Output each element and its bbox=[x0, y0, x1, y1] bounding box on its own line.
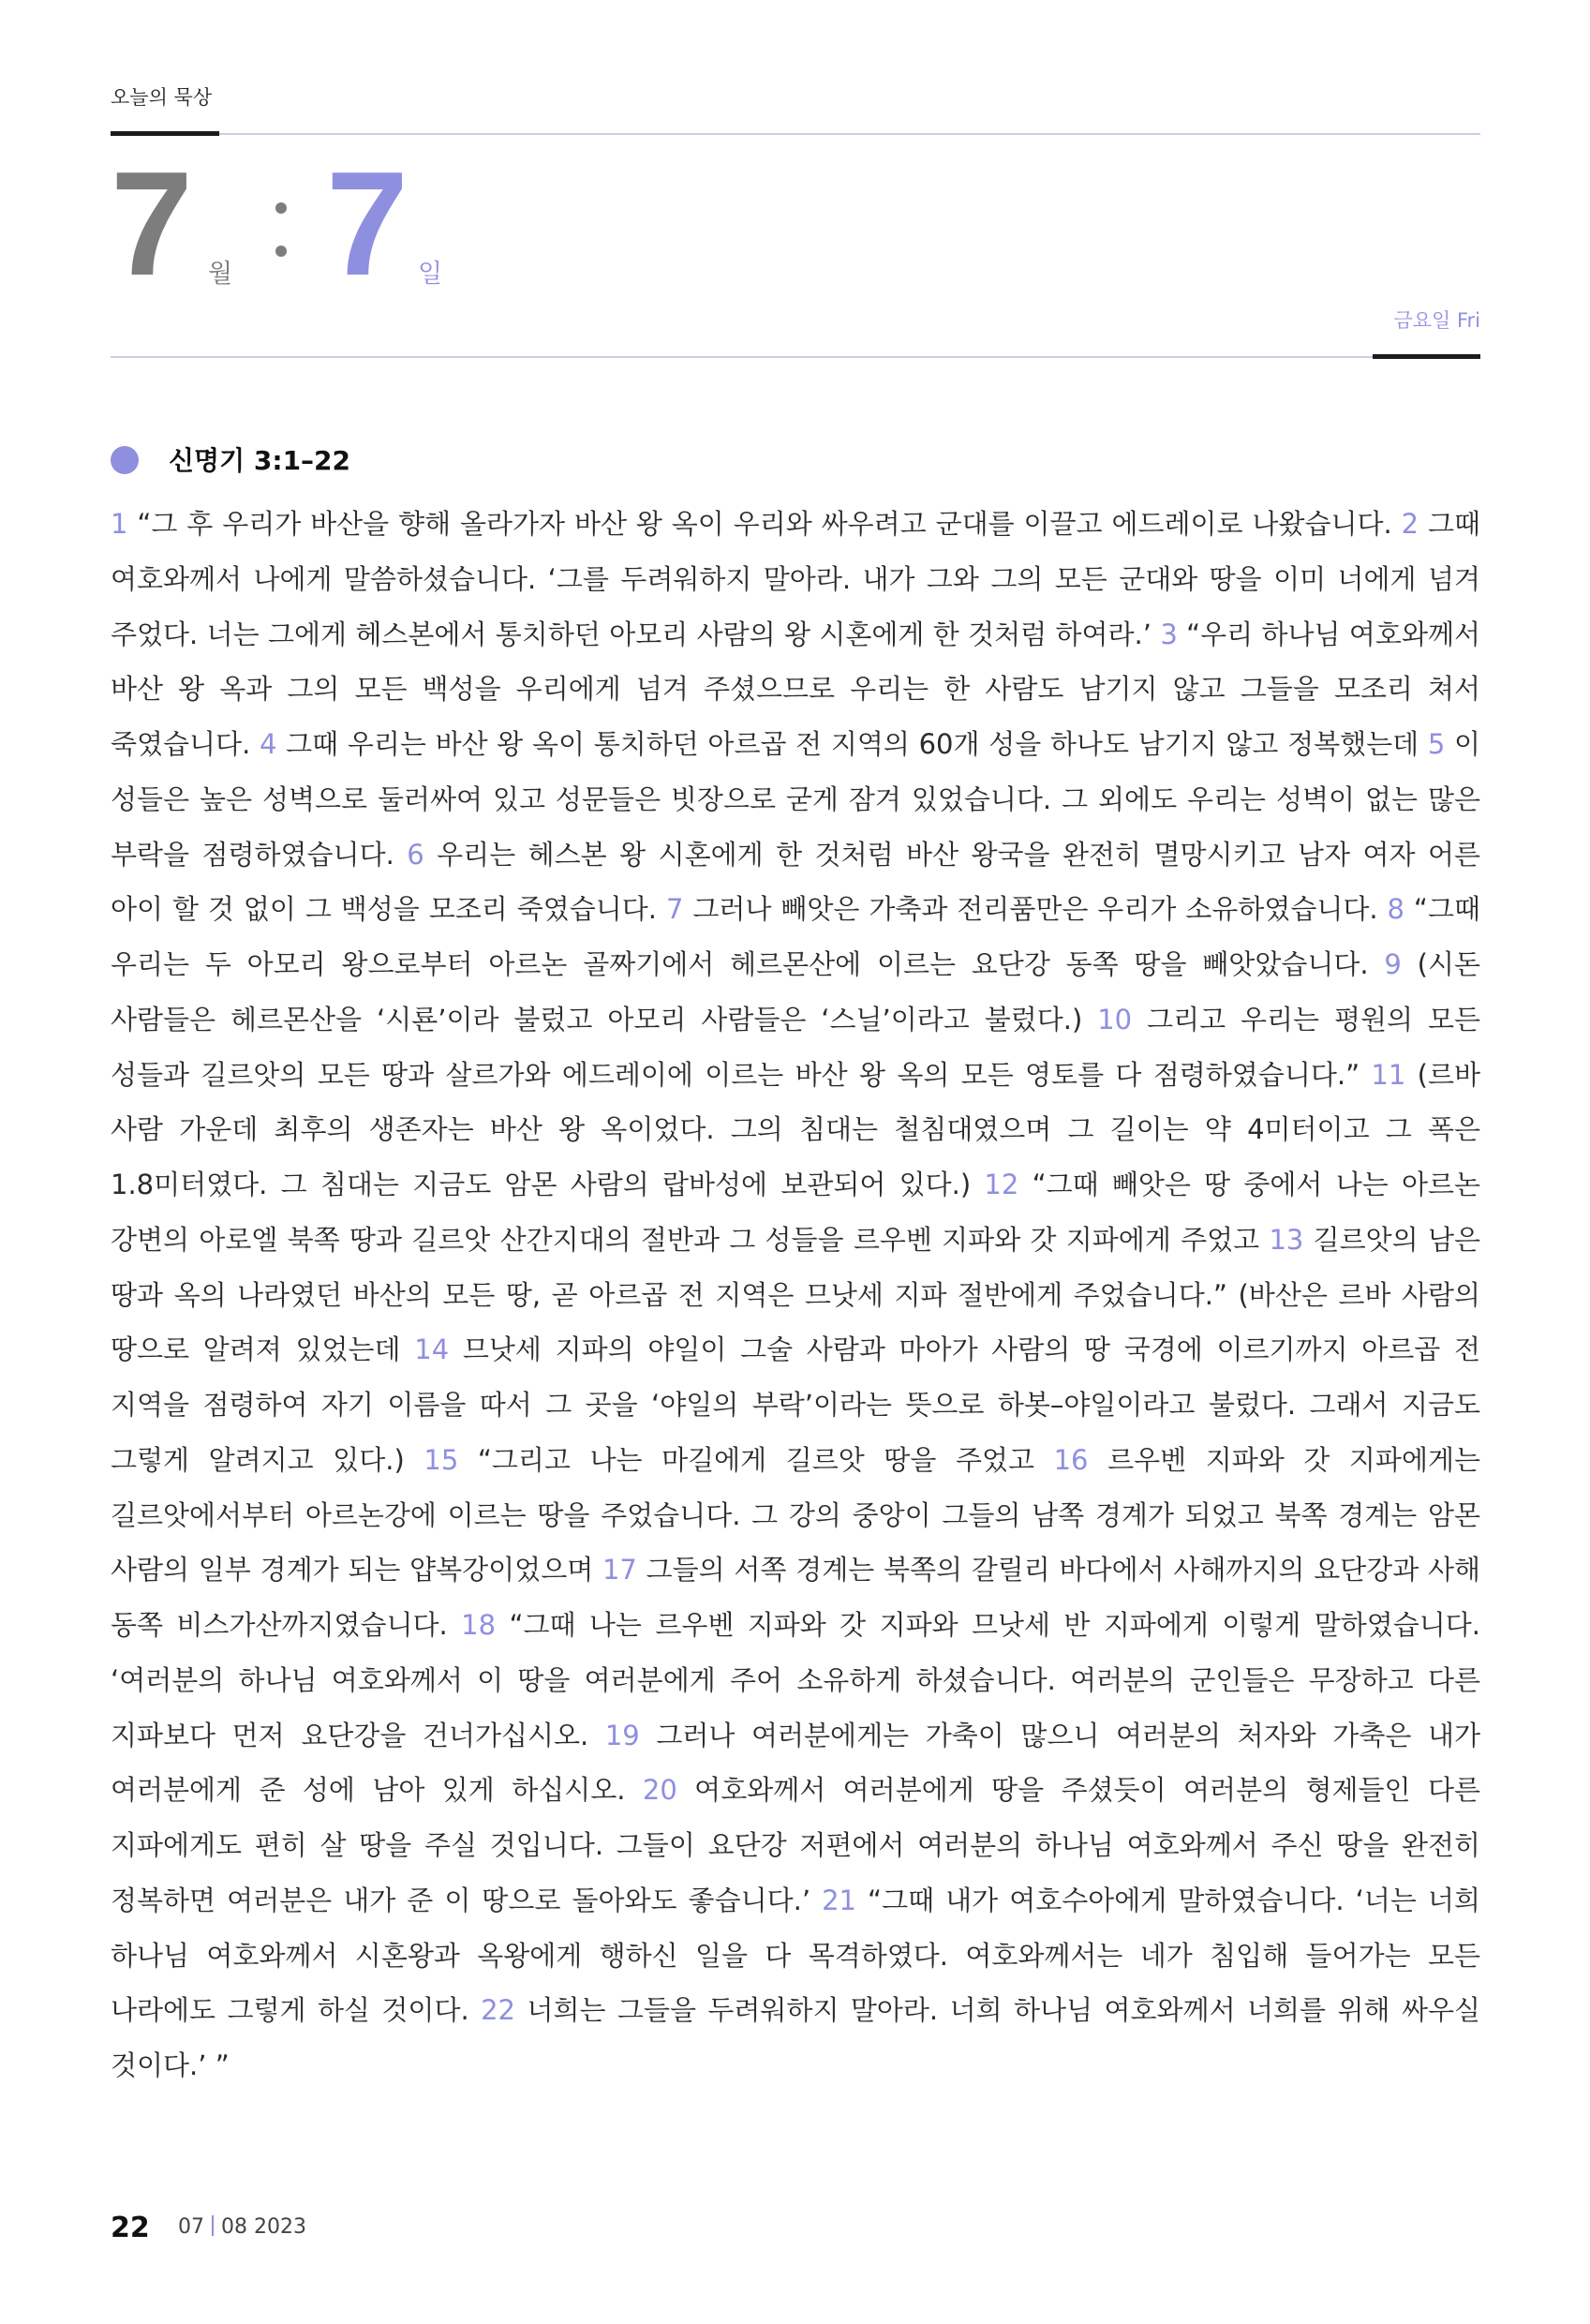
date-month: 7 bbox=[111, 142, 193, 306]
verse-number: 13 bbox=[1269, 1223, 1304, 1256]
verse-number: 9 bbox=[1384, 948, 1402, 980]
verse-text: “그리고 나는 마길에게 길르앗 땅을 주었고 bbox=[458, 1443, 1054, 1476]
verse-text: “그 후 우리가 바산을 향해 올라가자 바산 왕 옥이 우리와 싸우려고 군대를 이끌고 에드레이로 나왔습니다. bbox=[127, 508, 1402, 540]
scripture-reference: 신명기 3:1–22 bbox=[169, 445, 351, 476]
verse-number: 17 bbox=[602, 1554, 637, 1587]
verse-number: 19 bbox=[604, 1719, 640, 1751]
verse-text: “그때 빼앗은 땅 중에서 나는 아르논 강변의 아로엘 북쪽 땅과 길르앗 산간지대의 절반과 그 성들을 르우벤 지파와 갓 지파에게 주었고 bbox=[111, 1169, 1481, 1256]
issue-separator bbox=[212, 2215, 214, 2236]
verse-text: 그들의 서쪽 경계는 북쪽의 갈릴리 바다에서 사해까지의 요단강과 사해 동쪽 비스가산까지였습니다. bbox=[111, 1554, 1480, 1641]
verse-text: “그때 우리는 두 아모리 왕으로부터 아르논 골짜기에서 헤르몬산에 이르는 요단강 동쪽 땅을 빼앗았습니다. bbox=[111, 893, 1480, 980]
verse-text: 그리고 우리는 평원의 모든 성들과 길르앗의 모든 땅과 살르가와 에드레이에 이르는 바산 왕 옥의 모든 영토를 다 점령하였습니다.” bbox=[111, 1003, 1480, 1091]
verse-text: (시돈 사람들은 헤르몬산을 ‘시룐’이라 불렀고 아모리 사람들은 ‘스닐’이라고 불렀다.) bbox=[111, 948, 1481, 1035]
date-day-unit: 일 bbox=[418, 260, 443, 289]
verse-text: 그러나 여러분에게는 가축이 많으니 여러분의 처자와 가축은 내가 여러분에게 준 성에 남아 있게 하십시오. bbox=[111, 1719, 1480, 1807]
verse-number: 15 bbox=[424, 1443, 459, 1476]
verse-text: 므낫세 지파의 야일이 그술 사람과 마아가 사람의 땅 국경에 이르기까지 아르곱 전 지역을 점령하여 자기 이름을 따서 그 곳을 ‘야일의 부락’이라는 뜻으로 하봇–야일이라고 불렀다. 그래서 지금도 그렇게 알려지고 있다.) bbox=[111, 1333, 1481, 1476]
issue-rest: 08 2023 bbox=[221, 2215, 306, 2239]
verse-number: 3 bbox=[1160, 618, 1178, 650]
verse-number: 2 bbox=[1401, 508, 1419, 540]
header-divider bbox=[111, 133, 1480, 135]
verse-number: 21 bbox=[822, 1884, 856, 1916]
verse-number: 5 bbox=[1427, 728, 1446, 760]
bullet-icon bbox=[111, 446, 139, 474]
verse-number: 8 bbox=[1387, 893, 1404, 926]
verse-number: 4 bbox=[259, 728, 277, 760]
issue-date bbox=[178, 2215, 306, 2239]
verse-number: 6 bbox=[407, 838, 424, 871]
verse-number: 11 bbox=[1371, 1058, 1406, 1091]
scripture-passage bbox=[111, 497, 1480, 2093]
verse-number: 12 bbox=[984, 1169, 1019, 1200]
verse-text: 이 성들은 높은 성벽으로 둘러싸여 있고 성문들은 빗장으로 굳게 잠겨 있었습니다. 그 외에도 우리는 성벽이 없는 많은 부락을 점령하였습니다. bbox=[111, 728, 1480, 871]
verse-text: “우리 하나님 여호와께서 바산 왕 옥과 그의 모든 백성을 우리에게 넘겨 주셨으므로 우리는 한 사람도 남기지 않고 그들을 모조리 쳐서 죽였습니다. bbox=[111, 618, 1480, 760]
verse-number: 18 bbox=[461, 1609, 497, 1641]
date-separator bbox=[275, 202, 287, 264]
verse-number: 10 bbox=[1097, 1003, 1133, 1035]
verse-text: 길르앗의 남은 땅과 옥의 나라였던 바산의 모든 땅, 곧 아르곱 전 지역은 므낫세 지파 절반에게 주었습니다.” (바산은 르바 사람의 땅으로 알려져 있었는데 bbox=[111, 1223, 1480, 1366]
verse-text: 너희는 그들을 두려워하지 말아라. 너희 하나님 여호와께서 너희를 위해 싸우실 것이다.’ ” bbox=[111, 1994, 1480, 2081]
weekday-label: 금요일 Fri bbox=[1393, 309, 1480, 332]
page-number: 22 bbox=[111, 2212, 150, 2244]
verse-text: 그때 여호와께서 나에게 말씀하셨습니다. ‘그를 두려워하지 말아라. 내가 그와 그의 모든 군대와 땅을 이미 너에게 넘겨 주었다. 너는 그에게 헤스본에서 통치하던 아모리 사람의 왕 시혼에게 한 것처럼 하여라.’ bbox=[111, 508, 1481, 650]
date-day: 7 bbox=[326, 142, 409, 306]
verse-number: 16 bbox=[1053, 1443, 1089, 1476]
verse-text: (르바 사람 가운데 최후의 생존자는 바산 왕 옥이었다. 그의 침대는 철침대였으며 그 길이는 약 4미터이고 그 폭은 1.8미터였다. 그 침대는 지금도 암몬 사람의 랍바성에 보관되어 있다.) bbox=[111, 1058, 1480, 1200]
verse-text: 그러나 빼앗은 가축과 전리품만은 우리가 소유하였습니다. bbox=[683, 893, 1388, 926]
verse-text: 여호와께서 여러분에게 땅을 주셨듯이 여러분의 형제들인 다른 지파에게도 편히 살 땅을 주실 것입니다. 그들이 요단강 저편에서 여러분의 하나님 여호와께서 주신 땅을 완전히 정복하면 여러분은 내가 준 이 땅으로 돌아와도 좋습니다.’ bbox=[111, 1774, 1480, 1916]
issue-month: 07 bbox=[178, 2215, 204, 2239]
verse-number: 7 bbox=[665, 893, 684, 926]
verse-text: 르우벤 지파와 갓 지파에게는 길르앗에서부터 아르논강에 이르는 땅을 주었습니다. 그 강의 중앙이 그들의 남쪽 경계가 되었고 북쪽 경계는 암몬 사람의 일부 경계가 되는 얍복강이었으며 bbox=[111, 1443, 1480, 1587]
header-divider-accent bbox=[111, 131, 219, 136]
verse-number: 1 bbox=[111, 508, 128, 540]
verse-number: 20 bbox=[642, 1774, 677, 1807]
verse-text: 그때 우리는 바산 왕 옥이 통치하던 아르곱 전 지역의 60개 성을 하나도 남기지 않고 정복했는데 bbox=[276, 728, 1428, 760]
date-month-unit: 월 bbox=[208, 260, 233, 289]
date-divider-accent bbox=[1373, 354, 1480, 359]
date-divider bbox=[111, 356, 1480, 358]
verse-text: “그때 나는 르우벤 지파와 갓 지파와 므낫세 반 지파에게 이렇게 말하였습니다. ‘여러분의 하나님 여호와께서 이 땅을 여러분에게 주어 소유하게 하셨습니다. 여러분의 군인들은 무장하고 다른 지파보다 먼저 요단강을 건너가십시오. bbox=[111, 1609, 1480, 1751]
verse-number: 22 bbox=[481, 1994, 516, 2027]
verse-number: 14 bbox=[414, 1333, 450, 1366]
section-label: 오늘의 묵상 bbox=[111, 86, 213, 109]
verse-text: “그때 내가 여호수아에게 말하였습니다. ‘너는 너희 하나님 여호와께서 시혼왕과 옥왕에게 행하신 일을 다 목격하였다. 여호와께서는 네가 침입해 들어가는 모든 나라에도 그렇게 하실 것이다. bbox=[111, 1884, 1480, 2027]
verse-text: 우리는 헤스본 왕 시혼에게 한 것처럼 바산 왕국을 완전히 멸망시키고 남자 여자 어른 아이 할 것 없이 그 백성을 모조리 죽였습니다. bbox=[111, 838, 1480, 926]
